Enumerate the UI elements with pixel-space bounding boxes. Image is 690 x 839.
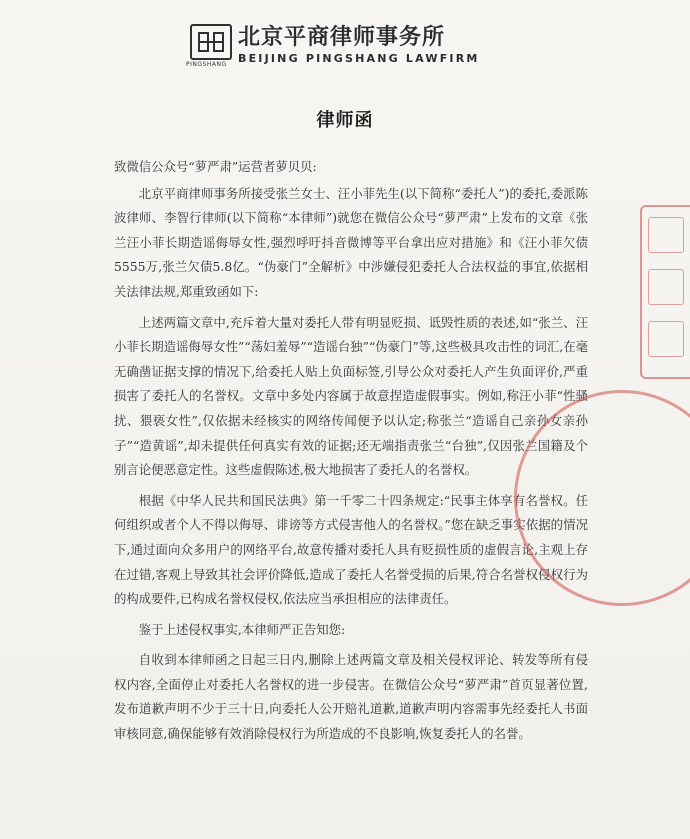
stamp-char-box <box>648 321 684 357</box>
firm-logo <box>190 24 232 60</box>
firm-name-en: BEIJING PINGSHANG LAWFIRM <box>238 52 480 65</box>
side-seal-stamp <box>640 205 690 379</box>
letter-body <box>114 155 588 753</box>
document-title: 律师函 <box>316 110 374 131</box>
salutation: 致微信公众号“萝严肃”运营者萝贝贝: <box>114 159 317 174</box>
paragraph-law: 根据《中华人民共和国民法典》第一千零二十四条规定:“民事主体享有名誉权。任何组织或者个人不得以侮辱、诽谤等方式侵害他人的名誉权。”您在缺乏事实依据的情况下,通过面向众多用户的网络平台,故意传播对委托人具有贬损性质的虚假言论,主观上存在过错,客观上导致其社会评价降低,造成了委托人名誉受损的后果,符合名誉权侵权行为的构成要件,已构成名誉权侵权,依法应当承担相应的法律责任。 <box>114 492 588 607</box>
stamp-char-box <box>648 217 684 253</box>
logo-mark-icon <box>196 30 226 54</box>
logo-subtext: PINGSHANG <box>186 61 227 68</box>
paragraph-facts: 上述两篇文章中,充斥着大量对委托人带有明显贬损、诋毁性质的表述,如“张兰、汪小菲长期造谣侮辱女性”“荡妇羞辱”“造谣台独”“伪豪门”等,这些极具攻击性的词汇,在毫无确凿证据支撑的情况下,给委托人贴上负面标签,引导公众对委托人产生负面评价,严重损害了委托人的名誉权。文章中多处内容属于故意捏造虚假事实。例如,称汪小菲“性骚扰、猥亵女性”,仅依据未经核实的网络传闻便予以认定;称张兰“造谣自己亲孙女亲孙子”“造黄谣”,却未提供任何真实有效的证据;还无端指责张兰“台独”,仅因张兰国籍及个别言论便恶意定性。这些虚假陈述,极大地损害了委托人的名誉权。 <box>114 314 588 478</box>
paragraph-intro: 北京平商律师事务所接受张兰女士、汪小菲先生(以下简称“委托人”)的委托,委派陈波律师、李智行律师(以下简称“本律师”)就您在微信公众号“萝严肃”上发布的文章《张兰汪小菲长期造谣侮辱女性,强烈呼吁抖音微博等平台拿出应对措施》和《汪小菲欠债5555万,张兰欠债5.8亿。“伪豪门”全解析》中涉嫌侵犯委托人合法权益的事宜,依据相关法律法规,郑重致函如下: <box>114 185 588 299</box>
letterhead <box>186 18 510 68</box>
firm-name-cn: 北京平商律师事务所 <box>238 25 446 50</box>
paragraph-demands: 自收到本律师函之日起三日内,删除上述两篇文章及相关侵权评论、转发等所有侵权内容,全面停止对委托人名誉权的进一步侵害。在微信公众号“萝严肃”首页显著位置,发布道歉声明不少于三十日,向委托人公开赔礼道歉,道歉声明内容需事先经委托人书面审核同意,确保能够有效消除侵权行为所造成的不良影响,恢复委托人的名誉。 <box>114 652 588 742</box>
stamp-char-box <box>648 269 684 305</box>
paragraph-notice: 鉴于上述侵权事实,本律师严正告知您: <box>138 621 346 637</box>
